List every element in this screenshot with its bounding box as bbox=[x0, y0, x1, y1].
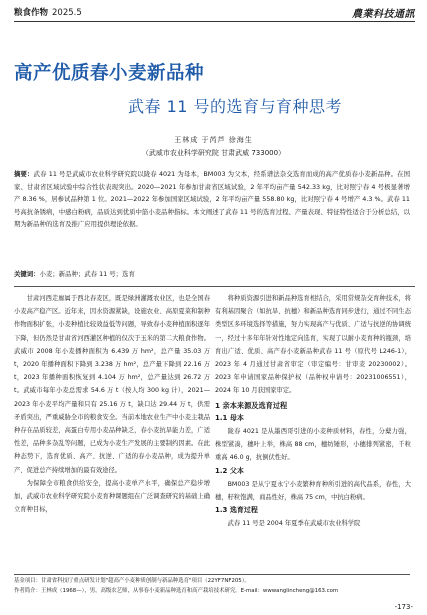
journal-logo: 農業科技通訊 bbox=[352, 9, 415, 20]
body-paragraph: BM003 是从宁夏永宁小麦繁种育种所引进的高代品系，春性，大穗，籽粒饱满，商品性好，株高 75 cm，中抗白粉病。 bbox=[215, 480, 411, 502]
section-heading: 1 亲本来源及选育过程 bbox=[215, 400, 288, 410]
article-title: 高产优质春小麦新品种 bbox=[14, 63, 205, 84]
section-divider bbox=[14, 286, 415, 287]
footnote-funding: 基金项目：甘肃省科技厅重点研发计划"超高产小麦种质创制与新品种选育"项目（22YF7NF205）。 bbox=[14, 578, 250, 584]
body-paragraph: 为保障全市粮食供给安全，提高小麦单产水平，确保总产稳步增加，武威市农业科学研究院小麦育种课题组在广泛调查研究的基础上确立育种目标， bbox=[14, 479, 210, 514]
body-paragraph: 武春 11 号是 2004 年夏季在武威市农业科学院 bbox=[227, 520, 361, 528]
footnote bbox=[14, 574, 410, 596]
journal-section: 粮食作物 2025.5 bbox=[14, 8, 82, 18]
footnote-author: 作者简介：王林成（1968—），男，高级农艺师，从事春小麦新品种选育和高产栽培技术研究。E-mail：wwwanglincheng@163.com bbox=[14, 587, 339, 594]
affiliation: （武威市农业科学研究院 甘肃武威 733000） bbox=[141, 149, 286, 157]
body-paragraph: 陇春 4021 是从墨西哥引进的小麦种质材料，春性，分蘖力强，株型紧凑，穗叶上举，株高 88 cm，穗纺锤形，小穗排列紧密，千粒重高 46.0 g，抗倒伏性好。 bbox=[215, 428, 411, 462]
page-header bbox=[14, 5, 415, 25]
page-number: -173- bbox=[394, 603, 413, 611]
keywords-label: 关键词： bbox=[14, 270, 40, 278]
header-divider bbox=[14, 21, 415, 22]
body-paragraph: 将种质资源引进和新品种选育相结合，采用常规杂交育种技术，将有利基因聚合（如抗旱、抗穗）和新品种选育同步进行，通过不同生态类型区多环境选择等措施，努力实现高产与优质、广适与抗逆的协调统一，经过十多年年针对性地定向选育，实现了以耐小麦育种的瓶颈，培育出广适、优质、高产春小麦新品种武春 11 号（原代号 L246-1），2023 年 4 月通过甘肃省审定（审定编号：甘审麦 20230002）。2023 年申请国家品种保护权（品种权申请号：20231006551），2024 年 10 月获国家审定。 bbox=[215, 295, 411, 395]
right-column bbox=[215, 292, 411, 531]
article-subtitle: 武春 11 号的选育与育种思考 bbox=[128, 97, 343, 116]
subsection-heading: 1.3 选育过程 bbox=[215, 506, 258, 515]
abstract bbox=[14, 168, 410, 231]
journal-issue: 2025.5 bbox=[52, 8, 82, 18]
keywords bbox=[14, 269, 410, 278]
left-column bbox=[14, 292, 210, 516]
subsection-heading: 1.2 父本 bbox=[215, 466, 244, 475]
subsection-heading: 1.1 母本 bbox=[215, 413, 244, 422]
body-paragraph: 甘肃河西走廊属于西北春麦区，既是绿洲灌溉农业区，也是全国春小麦高产稳产区。近年来，因水资源紧缺，设施农业、高原夏菜和制种作物面积扩张，小麦种植比较效益低等问题，导致春小麦种植面积逐年下降，但仍然是甘肃省河西灌区种植的仅次于玉米的第二大粮食作物。武威市 2008 年小麦播种面积为 6.439 万 hm²，总产量 35.03 万 t，2020 年播种面积下降到 3.238 万 hm²，总产量下降到 22.16 万 t，2023 年播种面积恢复到 4.104 万 hm²，总产量达到 26.72 万 t。武威市每年小麦总需求 54.6 万 t（按人均 300 kg 计），2021—2023 年小麦平均产量和只有 25.16 万 t，缺口达 29.44 万 t，供需矛盾突出，严重威胁全市的粮食安全。当前本地农业生产中小麦主栽品种存在品质较差，高蛋白专用小麦品种缺乏，春小麦抗旱能力差，广适性差，品种多杂乱等问题，已成为小麦生产发展的主要制约因素。在此种态势下，选育优质、高产、抗逆、广适的春小麦品种，成为提升单产、促进总产持续增加的最有效途径。 bbox=[14, 295, 210, 474]
abstract-text: 武春 11 号是武威市农业科学研究院以陇春 4021 为母本，BM003 为父本，经系谱法杂交选育而成的高产优质春小麦新品种。在国家、甘肃省区域试验中综合性状表现突出。2020—2021 年参加甘肃省区域试验，2 年平均亩产量 542.33 kg，比对照宁春 4 号极显著增产 8.36 %，居参试品种第 1 位。2021—2022 年参加国家区域试验，2 年平均亩产量 558.80 kg，比对照宁春 4 号增产 4.3 %。武春 11 号高抗条锈病，中感白粉病，品质达到优质中筋小麦品种指标。本文阐述了武春 11 号的选育过程、产量表现、特征特性适合于分析总结，以期为新品种的选育及推广应用提供理论依据。 bbox=[14, 170, 411, 228]
keywords-text: 小麦；新品种；武春 11 号；选育 bbox=[39, 270, 135, 278]
authors: 王林成 于芮芦 徐海生 bbox=[174, 136, 253, 144]
abstract-label: 摘要： bbox=[14, 170, 34, 178]
